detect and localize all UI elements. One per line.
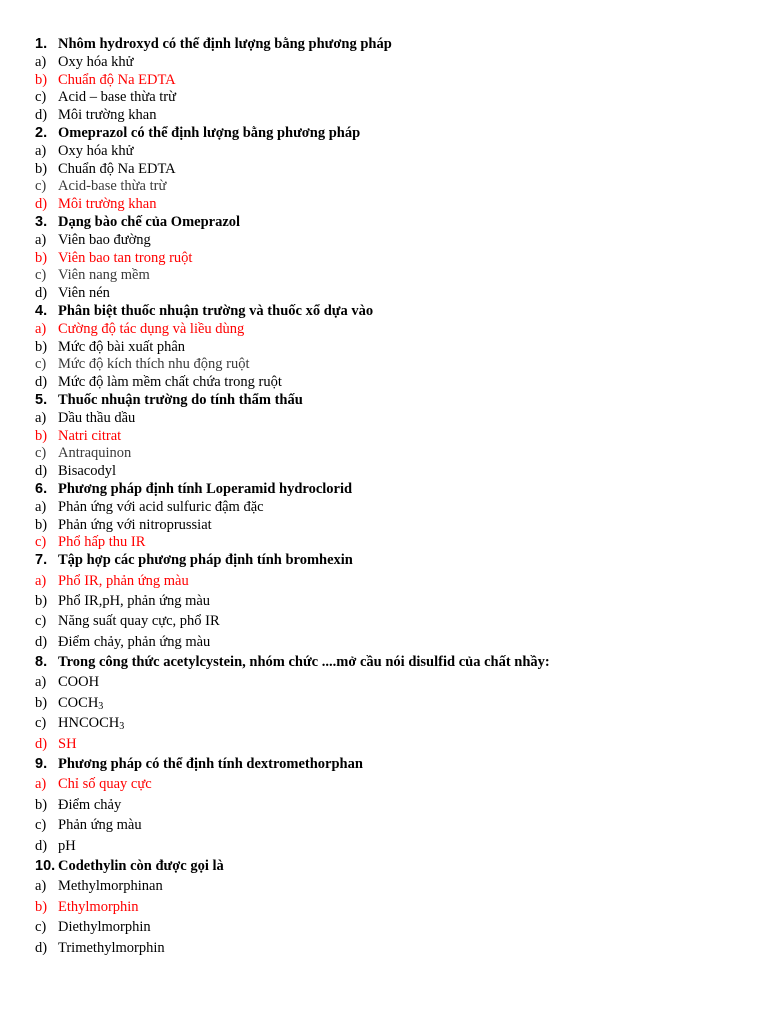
option-text <box>58 715 124 733</box>
option-text: Chỉ số quay cực <box>58 776 152 793</box>
option-label: a) <box>35 53 47 70</box>
question-1 <box>35 36 735 54</box>
option-7c <box>35 613 735 631</box>
option-label: a) <box>35 878 47 895</box>
option-text: Chuẩn độ Na EDTA <box>58 160 176 177</box>
question-text: Phương pháp định tính Loperamid hydroclorid <box>58 480 353 497</box>
option-5c <box>35 445 735 463</box>
option-text <box>58 695 103 713</box>
question-8 <box>35 654 735 672</box>
question-6 <box>35 481 735 499</box>
option-text: Phổ hấp thu IR <box>58 534 146 551</box>
option-text: Năng suất quay cực, phổ IR <box>58 613 220 630</box>
option-label: d) <box>35 633 48 650</box>
option-text: Viên bao tan trong ruột <box>58 249 193 266</box>
option-text: Phổ IR,pH, phản ứng màu <box>58 592 211 609</box>
option-label: a) <box>35 776 47 793</box>
question-number: 6. <box>35 480 48 497</box>
question-number: 9. <box>35 756 48 773</box>
option-label: c) <box>35 267 47 284</box>
option-10a <box>35 878 735 896</box>
option-7b <box>35 593 735 611</box>
option-text: Trimethylmorphin <box>58 939 165 956</box>
option-9c <box>35 817 735 835</box>
option-5b <box>35 428 735 446</box>
option-9a <box>35 776 735 794</box>
option-9b <box>35 797 735 815</box>
question-text: Omeprazol có thể định lượng bằng phương pháp <box>58 124 361 141</box>
option-label: c) <box>35 613 47 630</box>
option-text: SH <box>58 735 77 752</box>
option-text: Bisacodyl <box>58 463 116 480</box>
option-label: b) <box>35 796 48 813</box>
option-2c <box>35 178 735 196</box>
option-label: b) <box>35 160 48 177</box>
option-label: a) <box>35 498 47 515</box>
option-label: a) <box>35 572 47 589</box>
option-text: Phản ứng với acid sulfuric đậm đặc <box>58 498 264 515</box>
question-text: Phân biệt thuốc nhuận trường và thuốc xổ dựa vào <box>58 302 374 319</box>
option-6c <box>35 534 735 552</box>
question-3 <box>35 214 735 232</box>
question-4 <box>35 303 735 321</box>
option-6a <box>35 499 735 517</box>
option-label: d) <box>35 196 48 213</box>
option-5a <box>35 410 735 428</box>
option-8b <box>35 695 735 713</box>
option-text: Antraquinon <box>58 445 132 462</box>
option-3d <box>35 285 735 303</box>
option-3b <box>35 250 735 268</box>
option-label: c) <box>35 356 47 373</box>
option-9d <box>35 838 735 856</box>
option-text: Ethylmorphin <box>58 898 139 915</box>
option-2d <box>35 196 735 214</box>
question-number: 4. <box>35 302 48 319</box>
option-text: Phản ứng với nitroprussiat <box>58 516 212 533</box>
option-label: b) <box>35 427 48 444</box>
option-label: d) <box>35 107 48 124</box>
option-10d <box>35 940 735 958</box>
option-text: pH <box>58 837 76 854</box>
question-number: 10. <box>35 857 56 874</box>
option-label: d) <box>35 939 48 956</box>
option-4c <box>35 356 735 374</box>
option-text: Mức độ bài xuất phân <box>58 338 186 355</box>
option-text: Oxy hóa khử <box>58 53 134 70</box>
option-label: d) <box>35 374 48 391</box>
option-label: c) <box>35 919 47 936</box>
question-number: 7. <box>35 552 48 569</box>
option-4d <box>35 374 735 392</box>
question-text: Dạng bào chế của Omeprazol <box>58 213 241 230</box>
option-7a <box>35 573 735 591</box>
option-label: c) <box>35 445 47 462</box>
question-number: 2. <box>35 124 48 141</box>
option-7d <box>35 634 735 652</box>
option-label: a) <box>35 674 47 691</box>
question-text: Phương pháp có thể định tính dextromethorphan <box>58 756 363 773</box>
option-text: Mức độ kích thích nhu động ruột <box>58 356 250 373</box>
question-text: Codethylin còn được gọi là <box>58 857 224 874</box>
option-label: c) <box>35 178 47 195</box>
option-text: Dầu thầu dầu <box>58 409 136 426</box>
option-label: a) <box>35 320 47 337</box>
option-label: b) <box>35 71 48 88</box>
question-9 <box>35 756 735 774</box>
option-text: Chuẩn độ Na EDTA <box>58 71 176 88</box>
option-label: d) <box>35 735 48 752</box>
option-2a <box>35 143 735 161</box>
option-1d <box>35 107 735 125</box>
option-label: c) <box>35 817 47 834</box>
option-text: Acid-base thừa trừ <box>58 178 167 195</box>
option-label: d) <box>35 837 48 854</box>
option-text: Điểm chảy <box>58 796 122 813</box>
question-10 <box>35 858 735 876</box>
option-text: Viên nén <box>58 285 110 302</box>
option-label: c) <box>35 534 47 551</box>
formula-main: COCH <box>58 694 99 711</box>
question-number: 5. <box>35 391 48 408</box>
option-3a <box>35 232 735 250</box>
option-10c <box>35 919 735 937</box>
option-label: c) <box>35 89 47 106</box>
option-text: Môi trường khan <box>58 196 157 213</box>
option-label: c) <box>35 715 47 732</box>
option-text: Cường độ tác dụng và liều dùng <box>58 320 245 337</box>
option-10b <box>35 899 735 917</box>
question-document <box>35 36 735 957</box>
option-label: b) <box>35 516 48 533</box>
option-label: d) <box>35 463 48 480</box>
option-text: Natri citrat <box>58 427 122 444</box>
option-label: b) <box>35 249 48 266</box>
option-text: Viên bao đường <box>58 231 151 248</box>
formula-main: HNCOCH <box>58 715 120 732</box>
option-label: b) <box>35 592 48 609</box>
option-text: Oxy hóa khử <box>58 142 134 159</box>
option-label: a) <box>35 409 47 426</box>
option-8a <box>35 674 735 692</box>
option-1a <box>35 54 735 72</box>
option-4a <box>35 321 735 339</box>
question-2 <box>35 125 735 143</box>
option-text: Viên nang mềm <box>58 267 150 284</box>
question-text: Tập hợp các phương pháp định tính bromhexin <box>58 552 353 569</box>
option-text: Điểm chảy, phản ứng màu <box>58 633 211 650</box>
question-number: 8. <box>35 654 48 671</box>
option-text: Methylmorphinan <box>58 878 163 895</box>
option-label: a) <box>35 142 47 159</box>
option-8d <box>35 736 735 754</box>
question-number: 3. <box>35 213 48 230</box>
option-label: a) <box>35 231 47 248</box>
option-2b <box>35 161 735 179</box>
question-7 <box>35 552 735 570</box>
option-label: b) <box>35 694 48 711</box>
question-5 <box>35 392 735 410</box>
option-text: COOH <box>58 674 100 691</box>
option-text: Môi trường khan <box>58 107 157 124</box>
option-1c <box>35 89 735 107</box>
option-label: d) <box>35 285 48 302</box>
option-5d <box>35 463 735 481</box>
option-8c <box>35 715 735 733</box>
formula-subscript: 3 <box>98 700 104 712</box>
option-text: Diethylmorphin <box>58 919 151 936</box>
option-text: Acid – base thừa trừ <box>58 89 176 106</box>
option-label: b) <box>35 338 48 355</box>
option-6b <box>35 517 735 535</box>
option-label: b) <box>35 898 48 915</box>
option-3c <box>35 267 735 285</box>
option-1b <box>35 72 735 90</box>
option-text: Mức độ làm mềm chất chứa trong ruột <box>58 374 282 391</box>
option-text: Phổ IR, phản ứng màu <box>58 572 189 589</box>
option-text: Phản ứng màu <box>58 817 142 834</box>
formula-subscript: 3 <box>119 721 125 733</box>
question-number: 1. <box>35 36 48 52</box>
question-text: Nhôm hydroxyd có thể định lượng bằng phương pháp <box>58 36 392 52</box>
option-4b <box>35 339 735 357</box>
question-text: Thuốc nhuận trường do tính thẩm thấu <box>58 391 303 408</box>
question-text: Trong công thức acetylcystein, nhóm chức ....mở cầu nói disulfid của chất nhầy: <box>58 654 550 671</box>
